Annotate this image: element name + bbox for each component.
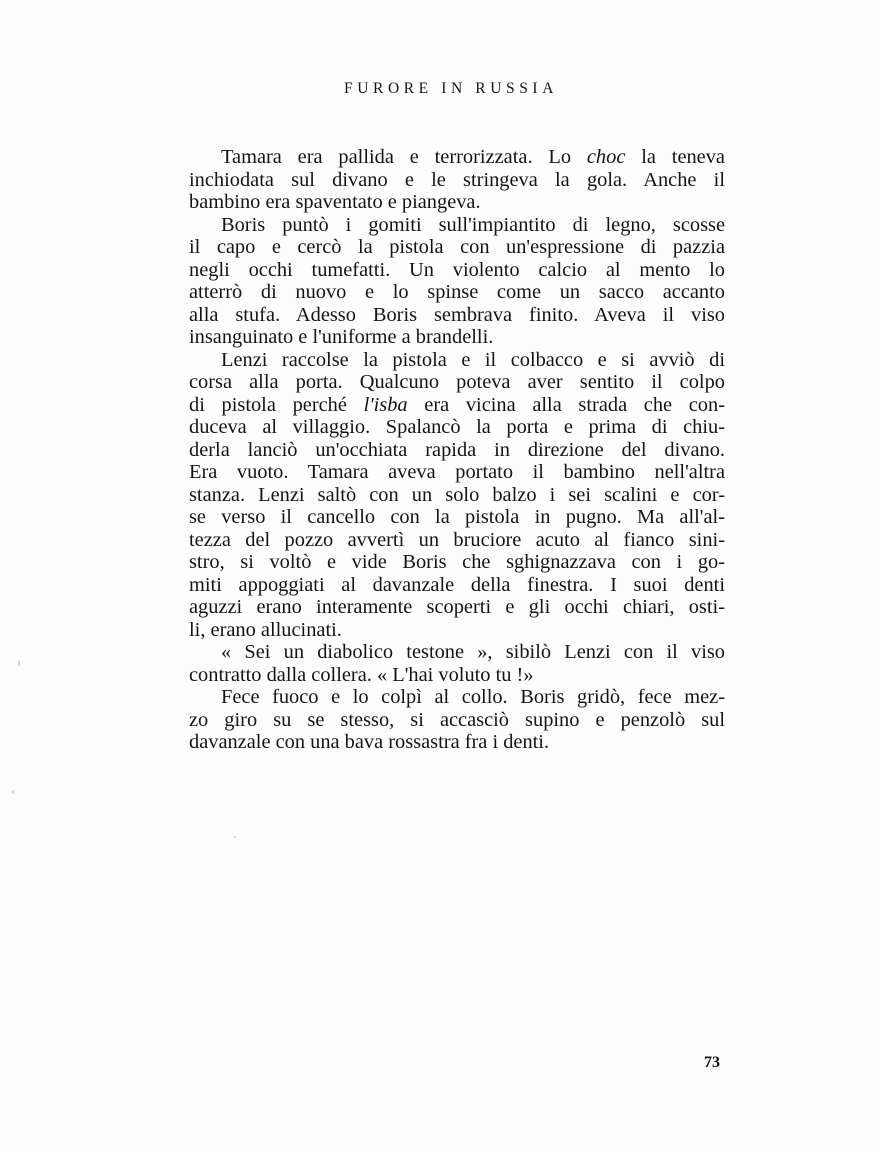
text-line: Fece fuoco e lo colpì al collo. Boris gridò, fece mez- bbox=[221, 686, 725, 708]
text-line: tezza del pozzo avvertì un bruciore acuto al fianco sini- bbox=[189, 528, 725, 551]
text-line: Era vuoto. Tamara aveva portato il bambino nell'altra bbox=[189, 461, 725, 483]
paper-speck bbox=[234, 836, 236, 838]
text-line: insanguinato e l'uniforme a brandelli. bbox=[189, 326, 494, 348]
text-line: zo giro su se stesso, si accasciò supino e penzolò sul bbox=[189, 708, 725, 731]
text-line: inchiodata sul divano e le stringeva la gola. Anche il bbox=[189, 168, 725, 191]
text-line: Boris puntò i gomiti sull'impiantito di legno, scosse bbox=[221, 213, 725, 236]
paper-speck bbox=[12, 790, 14, 794]
text-line: stro, si voltò e vide Boris che sghignazzava con i go- bbox=[189, 551, 725, 573]
text-line: aguzzi erano interamente scoperti e gli occhi chiari, osti- bbox=[189, 596, 725, 618]
text-line: « Sei un diabolico testone », sibilò Lenzi con il viso bbox=[221, 641, 725, 663]
text-line: contratto dalla collera. « L'hai voluto tu !» bbox=[189, 663, 534, 686]
text-line: di pistola perché l'isba era vicina alla strada che con- bbox=[189, 393, 725, 416]
text-line: Lenzi raccolse la pistola e il colbacco e si avviò di bbox=[221, 348, 725, 371]
running-title: FURORE IN RUSSIA bbox=[344, 80, 558, 97]
text-line: alla stufa. Adesso Boris sembrava finito. Aveva il viso bbox=[189, 303, 725, 326]
text-line: li, erano allucinati. bbox=[189, 618, 342, 641]
text-line: derla lanciò un'occhiata rapida in direzione del divano. bbox=[189, 438, 725, 461]
text-line: davanzale con una bava rossastra fra i denti. bbox=[189, 731, 550, 753]
text-line: atterrò di nuovo e lo spinse come un sacco accanto bbox=[189, 281, 725, 303]
text-line: stanza. Lenzi saltò con un solo balzo i sei scalini e cor- bbox=[189, 483, 725, 506]
text-line: se verso il cancello con la pistola in pugno. Ma all'al- bbox=[189, 506, 725, 528]
text-line: il capo e cercò la pistola con un'espressione di pazzia bbox=[189, 236, 725, 258]
paper-speck bbox=[18, 660, 20, 666]
text-line: miti appoggiati al davanzale della finestra. I suoi denti bbox=[189, 573, 725, 596]
text-line: bambino era spaventato e piangeva. bbox=[189, 191, 481, 213]
text-line: Tamara era pallida e terrorizzata. Lo choc la teneva bbox=[221, 146, 725, 168]
page-number: 73 bbox=[704, 1054, 720, 1071]
text-line: corsa alla porta. Qualcuno poteva aver sentito il colpo bbox=[189, 371, 725, 393]
text-line: duceva al villaggio. Spalancò la porta e prima di chiu- bbox=[189, 416, 725, 438]
text-line: negli occhi tumefatti. Un violento calcio al mento lo bbox=[189, 258, 725, 281]
body-text bbox=[189, 146, 725, 754]
